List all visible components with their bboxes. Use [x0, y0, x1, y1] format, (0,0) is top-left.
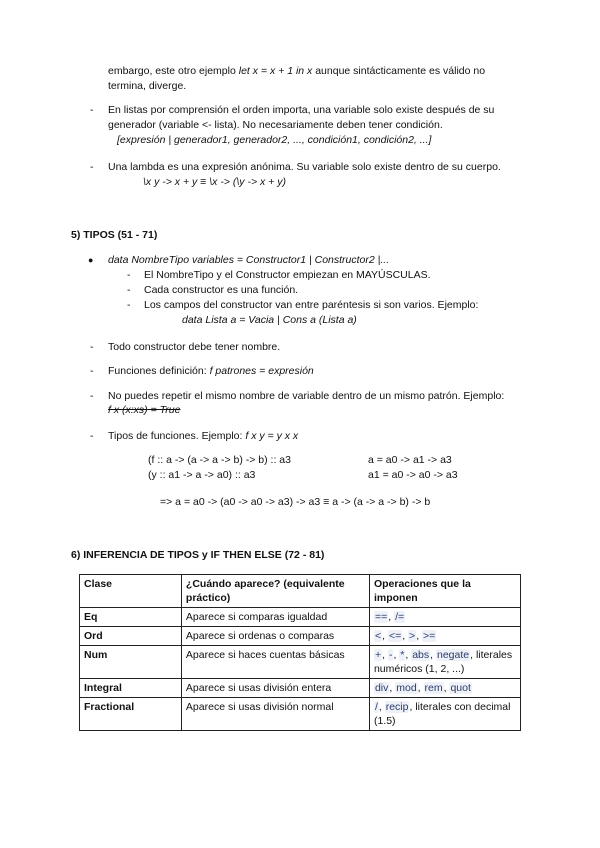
- sub-item-3: Los campos del constructor van entre paréntesis si son varios. Ejemplo:: [144, 299, 479, 311]
- operator-code: negate: [437, 649, 470, 661]
- operator-code: <=: [388, 630, 402, 642]
- list-dash: -: [90, 341, 94, 353]
- operator-code: abs: [412, 649, 430, 661]
- header-cuando: ¿Cuándo aparece? (equivalente práctico): [181, 575, 369, 608]
- cell-cuando: Aparece si haces cuentas básicas: [181, 646, 369, 679]
- table-row: [80, 698, 521, 731]
- type-code-left-1: (f :: a -> (a -> a -> b) -> b) :: a3: [148, 454, 291, 466]
- cell-cuando: Aparece si comparas igualdad: [181, 608, 369, 627]
- list-dash: -: [90, 104, 94, 116]
- sub-item-1: El NombreTipo y el Constructor empiezan en MAYÚSCULAS.: [144, 269, 431, 281]
- lambda-example: \x y -> x + y ≡ \x -> (\y -> x + y): [143, 176, 286, 188]
- operator-code: >=: [423, 630, 436, 642]
- comprehension-line2: generador (variable <- lista). No necesariamente deben tener condición.: [108, 119, 443, 131]
- cell-clase: Eq: [80, 608, 182, 627]
- type-code-right-2: a1 = a0 -> a0 -> a3: [368, 469, 458, 481]
- operator-code: div: [374, 682, 389, 694]
- data-definition-line: data NombreTipo variables = Constructor1 | Constructor2 |...: [108, 254, 390, 266]
- cell-operaciones: div, mod, rem, quot: [369, 679, 520, 698]
- cell-operaciones: +, -, *, abs, negate, literales numéricos (1, 2, ...): [369, 646, 520, 679]
- operator-code: +: [374, 649, 382, 661]
- cell-clase: Integral: [80, 679, 182, 698]
- operations-extra: literales con decimal (1.5): [373, 701, 511, 727]
- header-clase: Clase: [80, 575, 182, 608]
- table-row: [80, 679, 521, 698]
- list-dash: -: [90, 390, 94, 402]
- table-row: [80, 646, 521, 679]
- constructor-name-item: Todo constructor debe tener nombre.: [108, 341, 281, 353]
- list-dash: -: [90, 365, 94, 377]
- operator-code: rem: [424, 682, 443, 694]
- cell-operaciones: /, recip, literales con decimal (1.5): [369, 698, 520, 731]
- cell-operaciones: ==, /=: [369, 608, 520, 627]
- function-definition-code: f patrones = expresión: [209, 365, 314, 377]
- function-types-item: Tipos de funciones. Ejemplo: f x y = y x x: [108, 430, 299, 442]
- cell-clase: Ord: [80, 627, 182, 646]
- bullet-icon: ●: [88, 255, 94, 265]
- cell-cuando: Aparece si usas división normal: [181, 698, 369, 731]
- header-operaciones: Operaciones que la imponen: [369, 575, 520, 608]
- operator-code: mod: [396, 682, 417, 694]
- cell-cuando: Aparece si ordenas o comparas: [181, 627, 369, 646]
- cell-clase: Fractional: [80, 698, 182, 731]
- list-dash: -: [90, 430, 94, 442]
- section-5-title: 5) TIPOS (51 - 71): [71, 229, 158, 241]
- lista-example: data Lista a = Vacia | Cons a (Lista a): [182, 314, 357, 326]
- struck-example: f x (x:xs) = True: [108, 404, 181, 416]
- operator-code: quot: [450, 682, 471, 694]
- lambda-continuation-line2: termina, diverge.: [108, 80, 187, 92]
- type-code-left-2: (y :: a1 -> a -> a0) :: a3: [148, 469, 256, 481]
- table-header-row: [80, 575, 521, 608]
- operations-extra: literales numéricos (1, 2, ...): [373, 649, 513, 675]
- table-row: [80, 608, 521, 627]
- lambda-continuation-line1: embargo, este otro ejemplo let x = x + 1 in x aunque sintácticamente es válido no: [108, 65, 486, 77]
- operator-code: /=: [395, 611, 405, 623]
- type-code-right-1: a = a0 -> a1 -> a3: [368, 454, 452, 466]
- type-code-result: => a = a0 -> (a0 -> a0 -> a3) -> a3 ≡ a -> (a -> a -> b) -> b: [160, 496, 431, 508]
- lambda-line1: Una lambda es una expresión anónima. Su variable solo existe dentro de su cuerpo.: [108, 161, 501, 173]
- table-row: [80, 627, 521, 646]
- operator-code: ==: [374, 611, 388, 623]
- comprehension-example: [expresión | generador1, generador2, ..., condición1, condición2, ...]: [117, 134, 432, 146]
- section-6-title: 6) INFERENCIA DE TIPOS y IF THEN ELSE (72 - 81): [71, 549, 325, 561]
- comprehension-line1: En listas por comprensión el orden importa, una variable solo existe después de su: [108, 104, 495, 116]
- sub-dash: -: [127, 299, 131, 311]
- cell-cuando: Aparece si usas división entera: [181, 679, 369, 698]
- let-example-code: let x = x + 1 in x: [238, 65, 313, 77]
- operator-code: -: [388, 649, 393, 661]
- sub-dash: -: [127, 284, 131, 296]
- function-types-code: f x y = y x x: [245, 430, 299, 442]
- sub-dash: -: [127, 269, 131, 281]
- operator-code: *: [400, 649, 405, 661]
- repeat-variable-item: No puedes repetir el mismo nombre de variable dentro de un mismo patrón. Ejemplo:: [108, 390, 505, 402]
- operator-code: recip: [385, 701, 409, 713]
- operator-code: <: [374, 630, 382, 642]
- cell-clase: Num: [80, 646, 182, 679]
- typeclass-table: [79, 574, 521, 731]
- cell-operaciones: <, <=, >, >=: [369, 627, 520, 646]
- list-dash: -: [90, 161, 94, 173]
- function-definition-item: Funciones definición: f patrones = expresión: [108, 365, 314, 377]
- sub-item-2: Cada constructor es una función.: [144, 284, 299, 296]
- operator-code: /: [374, 701, 378, 713]
- operator-code: >: [409, 630, 416, 642]
